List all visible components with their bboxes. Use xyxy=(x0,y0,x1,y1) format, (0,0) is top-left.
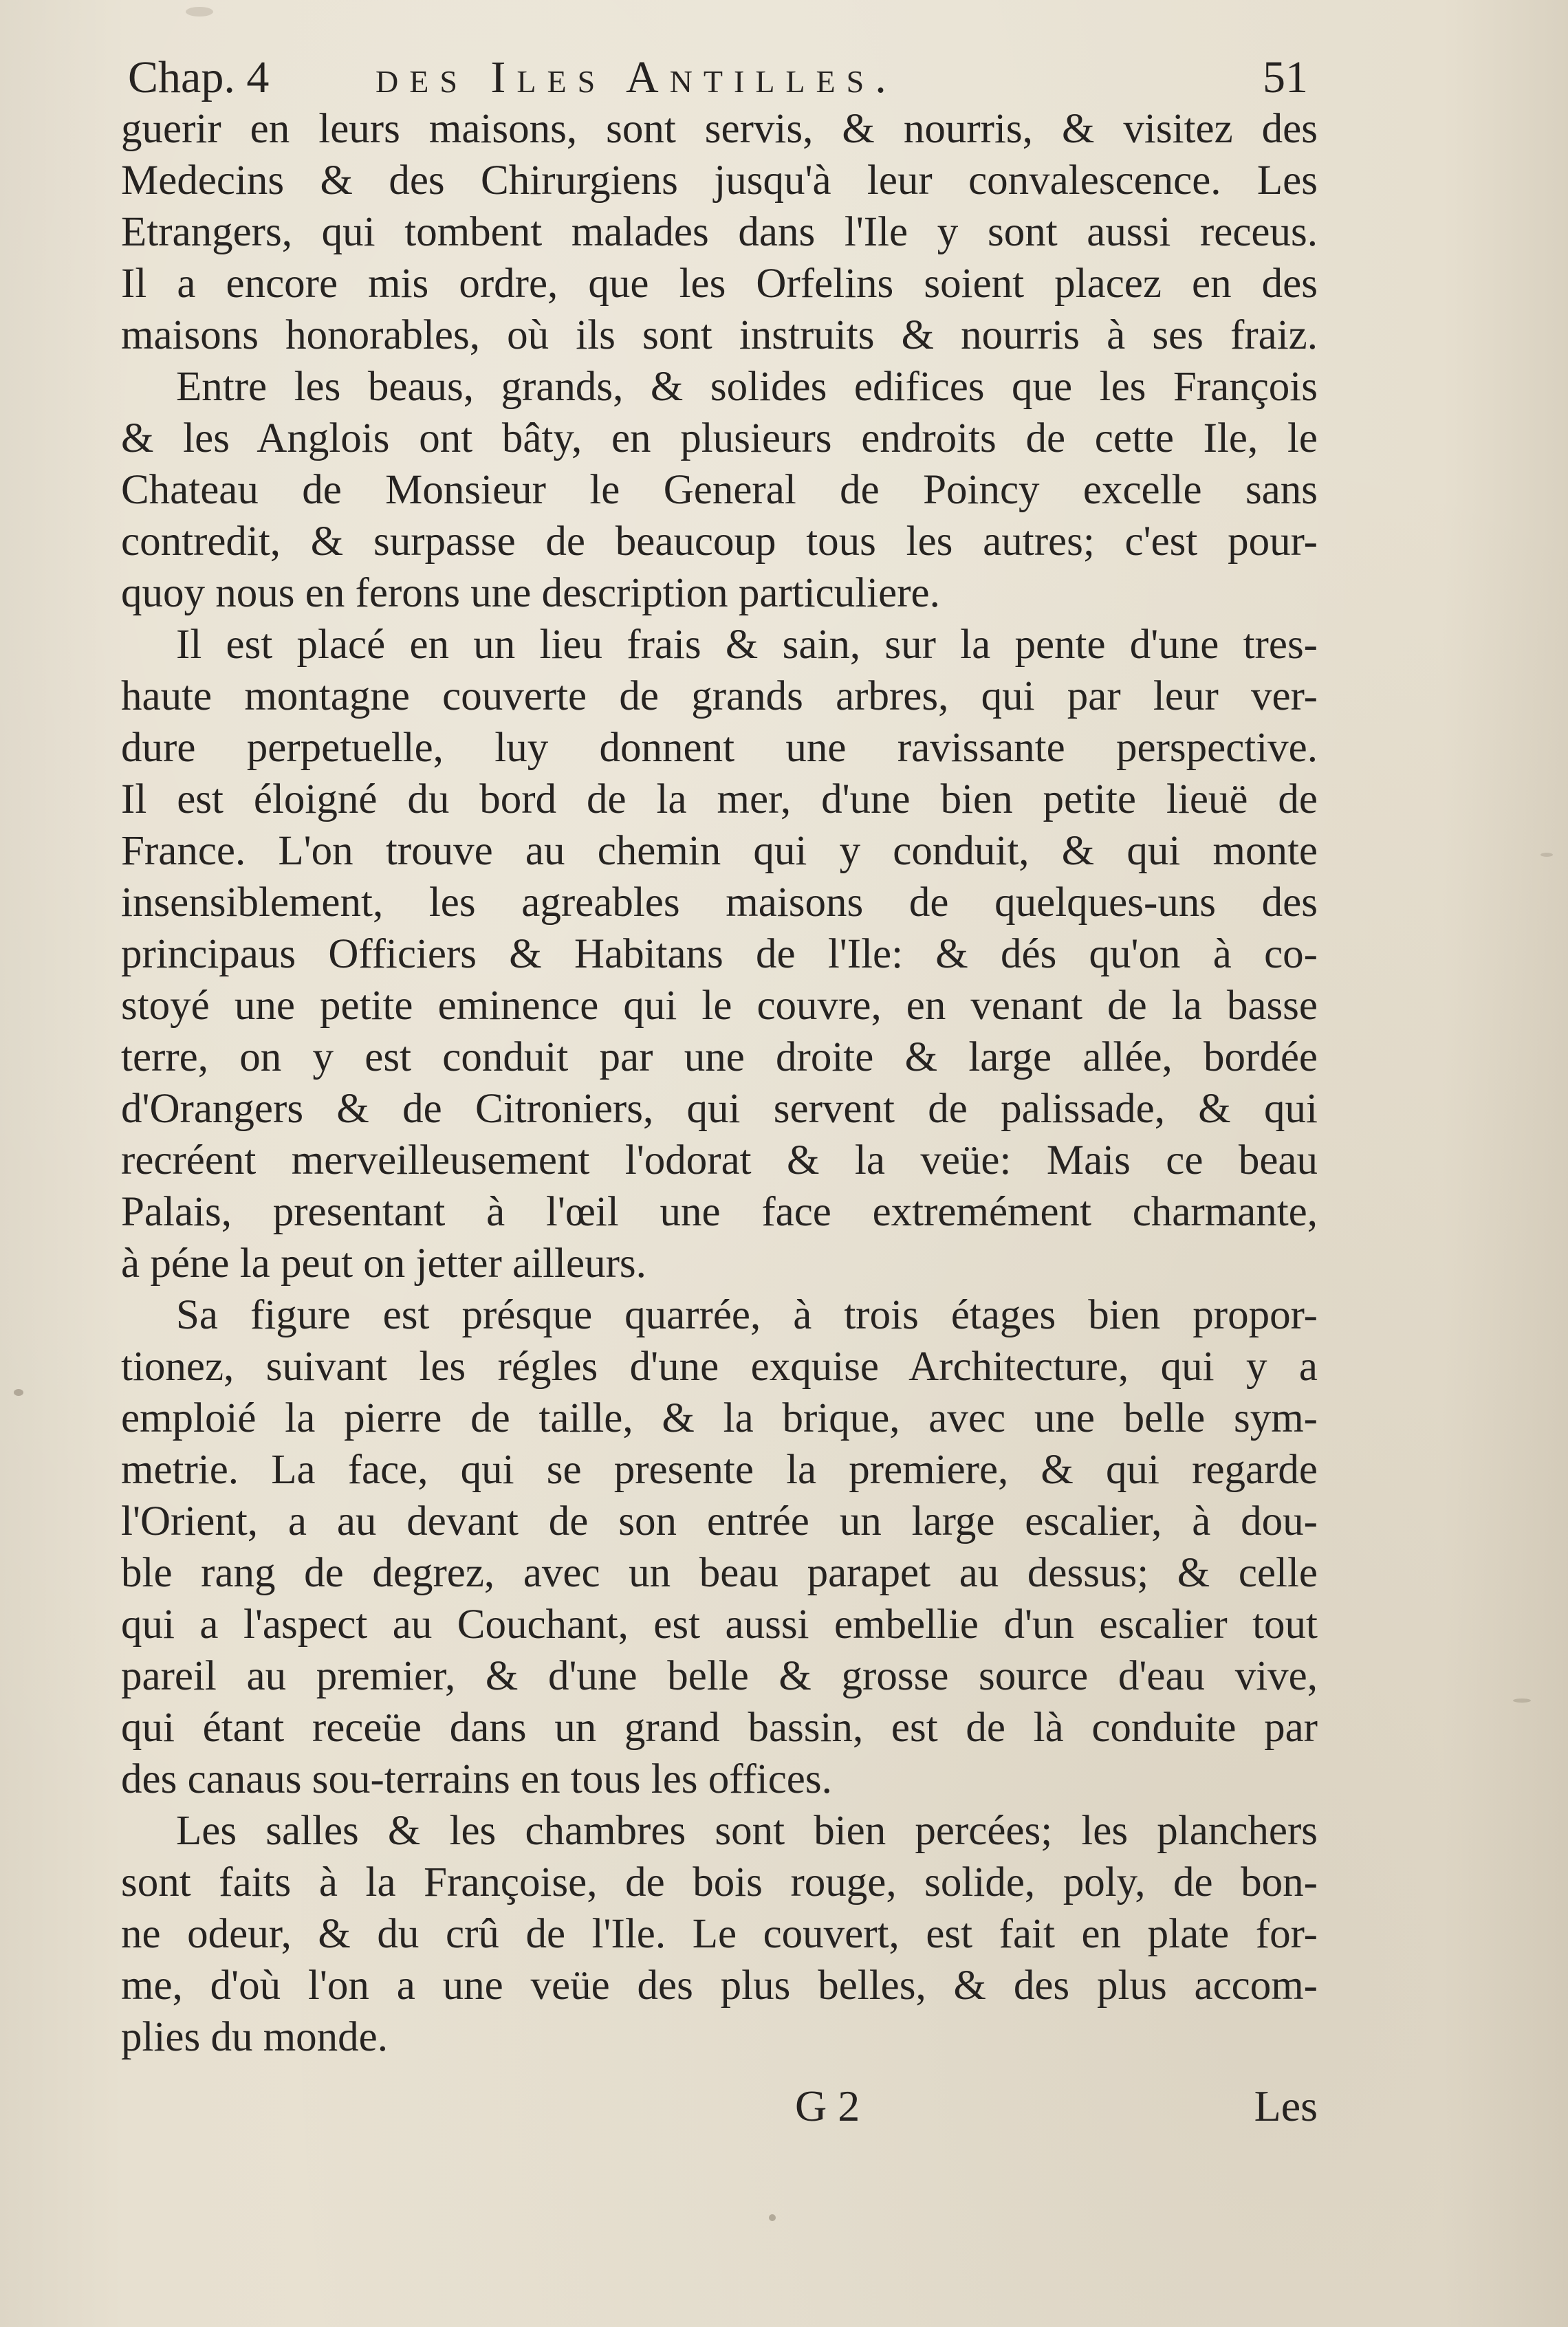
paper-speck xyxy=(1540,853,1553,857)
text-line: ne odeur, & du crû de l'Ile. Le couvert, est fait en plate for- xyxy=(121,1911,1318,1957)
text-line: contredit, & surpasse de beaucoup tous les autres; c'est pour- xyxy=(121,518,1318,565)
signature-mark: G 2 xyxy=(795,2082,860,2130)
text-line: Il est placé en un lieu frais & sain, sur la pente d'une tres- xyxy=(176,622,1318,668)
text-line: & les Anglois ont bâty, en plusieurs endroits de cette Ile, le xyxy=(121,415,1318,461)
text-line: metrie. La face, qui se presente la premiere, & qui regarde xyxy=(121,1447,1318,1493)
paper-speck xyxy=(186,7,213,17)
text-line: dure perpetuelle, luy donnent une ravissante perspective. xyxy=(121,725,1318,771)
text-line: Entre les beaus, grands, & solides edifices que les François xyxy=(176,364,1318,410)
text-line: qui a l'aspect au Couchant, est aussi embellie d'un escalier tout xyxy=(121,1602,1318,1648)
running-header xyxy=(128,47,1315,109)
text-line: d'Orangers & de Citroniers, qui servent de palissade, & qui xyxy=(121,1086,1318,1132)
page-footer xyxy=(121,2075,1318,2137)
paper-speck xyxy=(1513,1698,1531,1703)
text-line: recréent merveilleusement l'odorat & la veüe: Mais ce beau xyxy=(121,1137,1318,1183)
paper-speck xyxy=(769,2214,776,2221)
text-line: insensiblement, les agreables maisons de quelques-uns des xyxy=(121,880,1318,926)
text-line: Il est éloigné du bord de la mer, d'une bien petite lieuë de xyxy=(121,776,1318,822)
text-line: Medecins & des Chirurgiens jusqu'à leur convalescence. Les xyxy=(121,157,1318,204)
chapter-label: Chap. 4 xyxy=(128,52,270,102)
text-line: pareil au premier, & d'une belle & grosse source d'eau vive, xyxy=(121,1653,1318,1699)
text-line: plies du monde. xyxy=(121,2014,388,2060)
text-line: à péne la peut on jetter ailleurs. xyxy=(121,1241,646,1287)
text-line: emploié la pierre de taille, & la brique, avec une belle sym- xyxy=(121,1395,1318,1441)
running-title: des Iles Antilles. xyxy=(375,52,897,102)
text-line: Palais, presentant à l'œil une face extremément charmante, xyxy=(121,1189,1318,1235)
text-line: Sa figure est présque quarrée, à trois étages bien propor- xyxy=(176,1292,1318,1338)
text-line: stoyé une petite eminence qui le couvre, en venant de la basse xyxy=(121,983,1318,1029)
text-line: principaus Officiers & Habitans de l'Ile: & dés qu'on à co- xyxy=(121,931,1318,977)
text-line: tionez, suivant les régles d'une exquise Architecture, qui y a xyxy=(121,1344,1318,1390)
text-line: Etrangers, qui tombent malades dans l'Ile y sont aussi receus. xyxy=(121,209,1318,255)
text-line: Il a encore mis ordre, que les Orfelins soient placez en des xyxy=(121,261,1318,307)
text-line: France. L'on trouve au chemin qui y conduit, & qui monte xyxy=(121,828,1318,874)
catchword: Les xyxy=(1254,2082,1318,2130)
text-line: haute montagne couverte de grands arbres, qui par leur ver- xyxy=(121,673,1318,719)
text-line: guerir en leurs maisons, sont servis, & nourris, & visitez des xyxy=(121,106,1318,152)
text-line: ble rang de degrez, avec un beau parapet au dessus; & celle xyxy=(121,1550,1318,1596)
text-line: terre, on y est conduit par une droite & large allée, bordée xyxy=(121,1034,1318,1080)
text-line: me, d'où l'on a une veüe des plus belles, & des plus accom- xyxy=(121,1963,1318,2009)
page-number: 51 xyxy=(1263,52,1308,102)
text-line: Les salles & les chambres sont bien percées; les planchers xyxy=(176,1808,1318,1854)
paper-speck xyxy=(14,1389,23,1396)
text-line: Chateau de Monsieur le General de Poincy excelle sans xyxy=(121,467,1318,513)
text-line: l'Orient, a au devant de son entrée un large escalier, à dou- xyxy=(121,1498,1318,1544)
text-line: des canaus sou-terrains en tous les offices. xyxy=(121,1756,832,1802)
text-line: quoy nous en ferons une description particuliere. xyxy=(121,570,940,616)
text-line: sont faits à la Françoise, de bois rouge, solide, poly, de bon- xyxy=(121,1859,1318,1905)
text-line: maisons honorables, où ils sont instruits & nourris à ses fraiz. xyxy=(121,312,1318,358)
text-line: qui étant receüe dans un grand bassin, est de là conduite par xyxy=(121,1705,1318,1751)
page-body xyxy=(121,103,1318,2063)
